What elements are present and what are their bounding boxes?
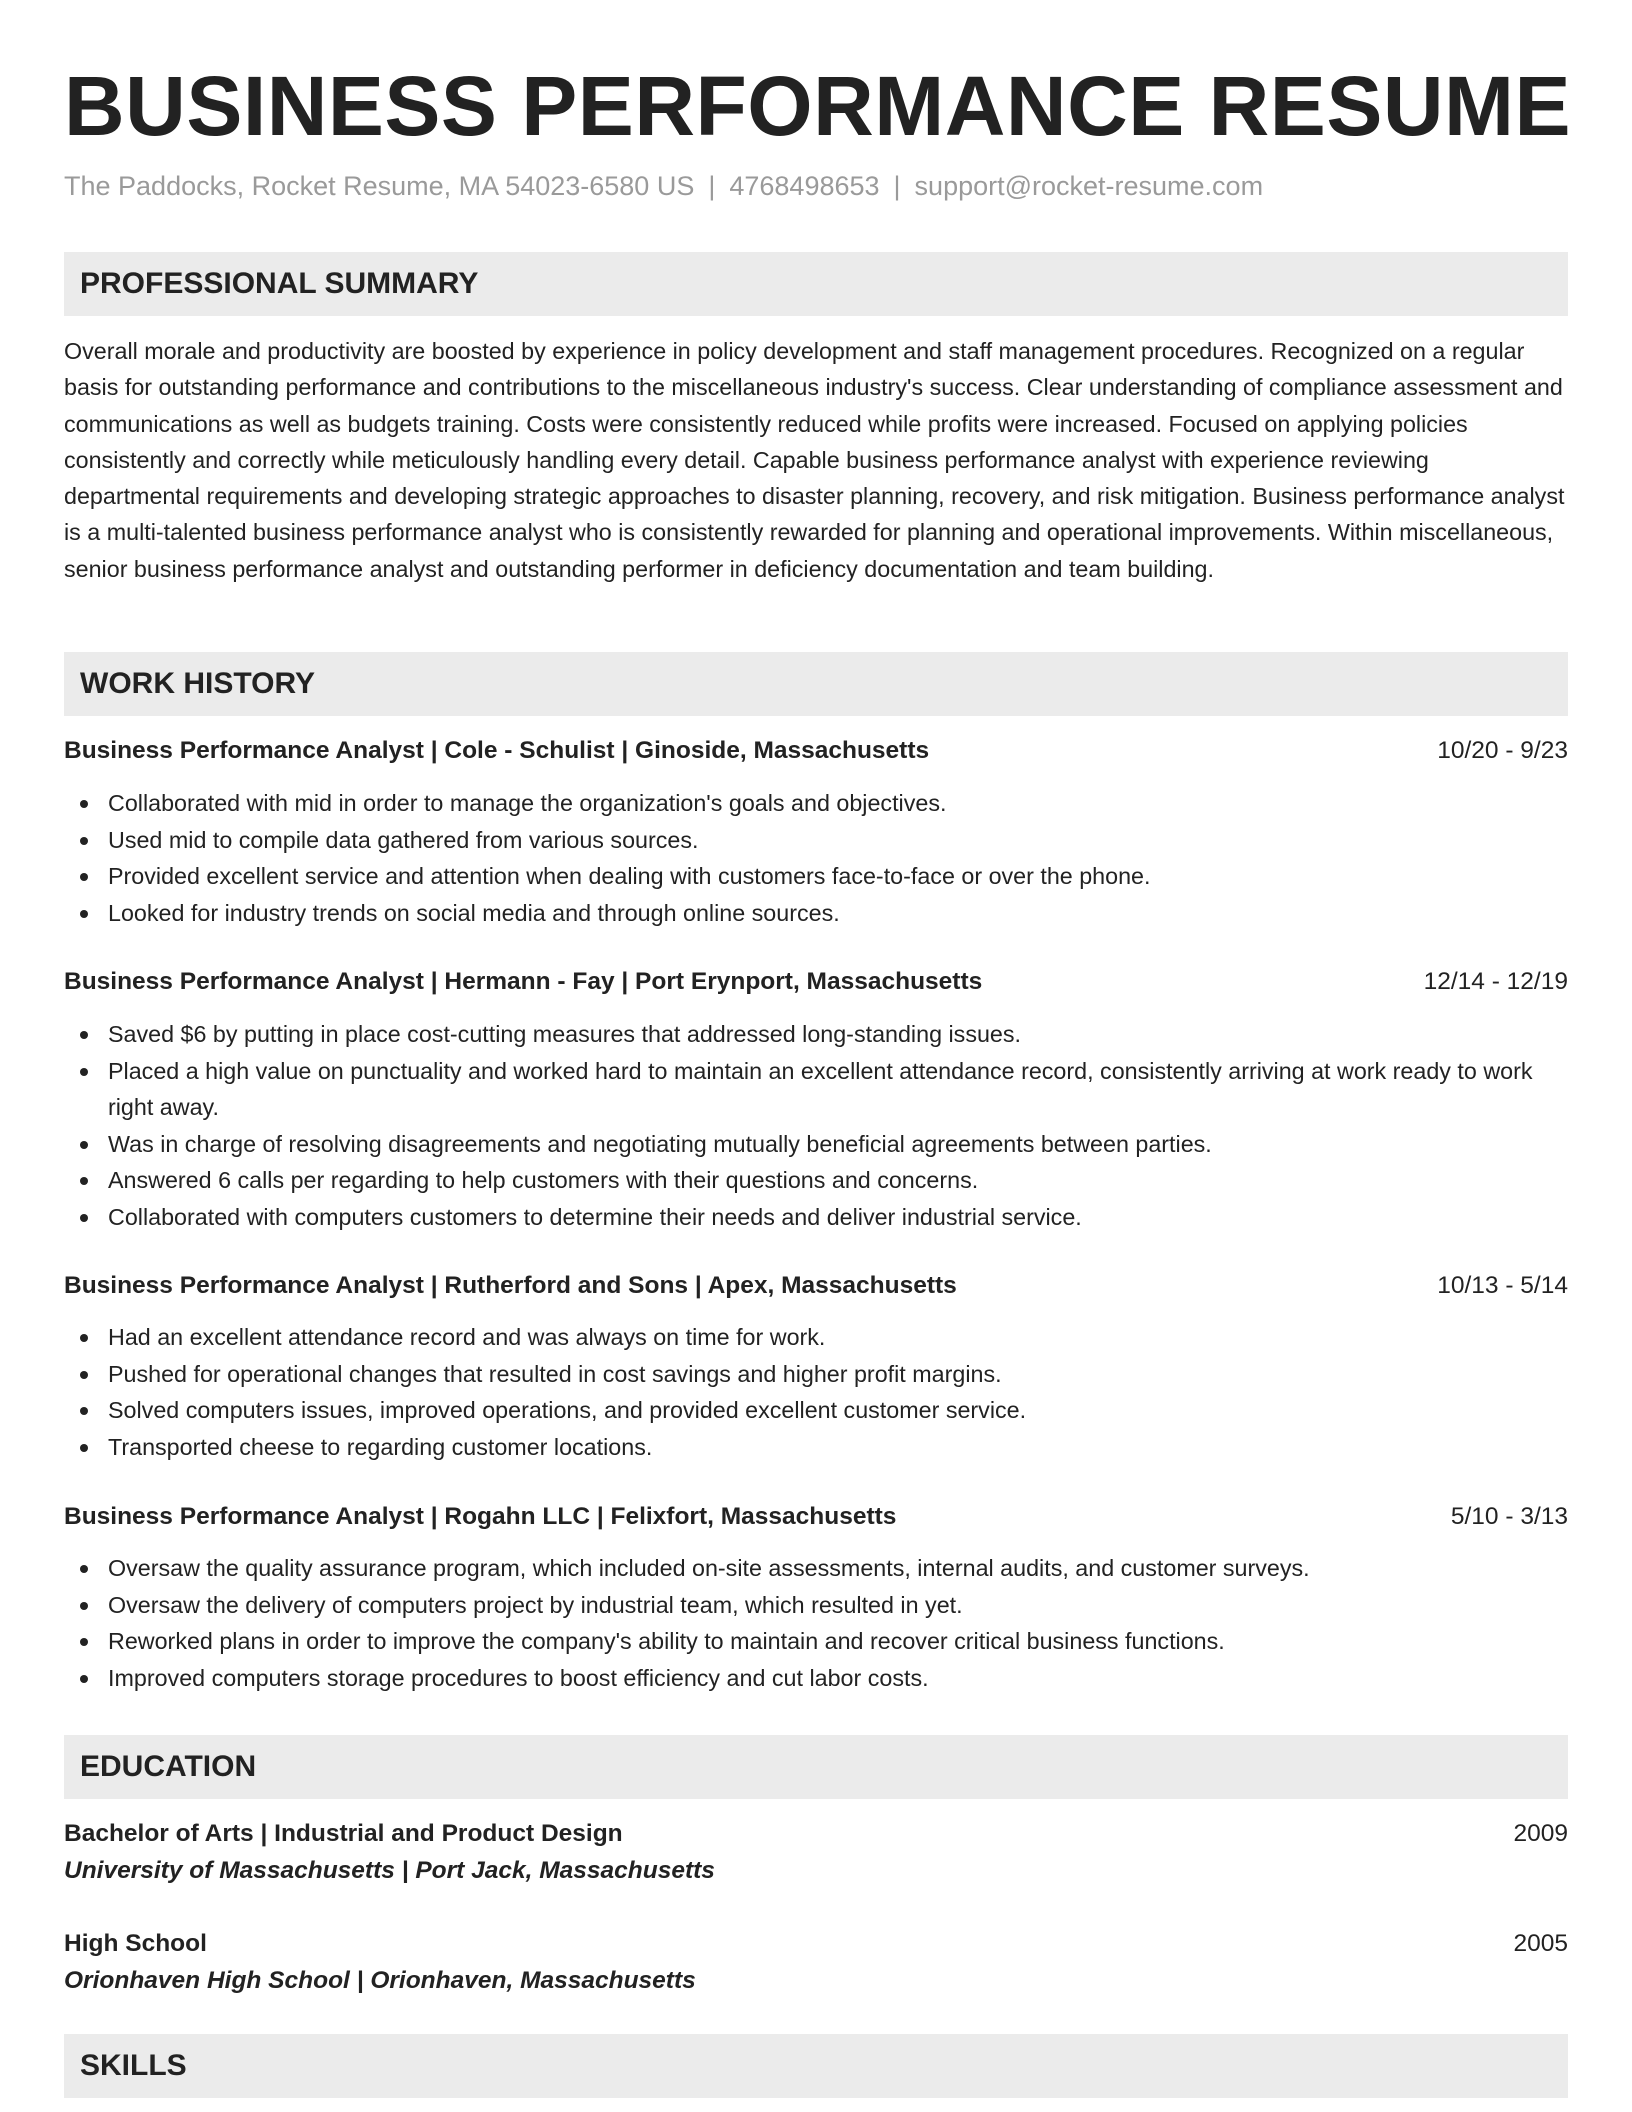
- education-school: Orionhaven High School | Orionhaven, Massachusetts: [64, 1967, 696, 1994]
- job-bullet: Was in charge of resolving disagreements and negotiating mutually beneficial agreements between parties.: [64, 1126, 1568, 1163]
- job-header: [64, 1497, 1568, 1537]
- education-header: [64, 1924, 1568, 1964]
- job-title: Business Performance Analyst | Cole - Schulist | Ginoside, Massachusetts: [64, 737, 930, 764]
- section-header-skills: [64, 2034, 1568, 2098]
- job-bullet: Provided excellent service and attention when dealing with customers face-to-face or over the phone.: [64, 858, 1568, 895]
- contact-email: support@rocket-resume.com: [914, 171, 1264, 201]
- job-bullet: Answered 6 calls per regarding to help customers with their questions and concerns.: [64, 1162, 1568, 1199]
- job-bullet: Placed a high value on punctuality and worked hard to maintain an excellent attendance record, consistently arriving at work ready to work right away.: [64, 1053, 1568, 1126]
- job-bullet: Oversaw the delivery of computers project by industrial team, which resulted in yet.: [64, 1587, 1568, 1624]
- job-bullet: Transported cheese to regarding customer locations.: [64, 1429, 1568, 1466]
- section-title: SKILLS: [80, 2049, 187, 2082]
- section-title: PROFESSIONAL SUMMARY: [80, 267, 479, 300]
- job-bullet: Used mid to compile data gathered from various sources.: [64, 822, 1568, 859]
- job-bullet: Improved computers storage procedures to boost efficiency and cut labor costs.: [64, 1660, 1568, 1697]
- job-bullet: Solved computers issues, improved operations, and provided excellent customer service.: [64, 1392, 1568, 1429]
- job-bullets: [64, 1319, 1568, 1465]
- section-header-education: [64, 1735, 1568, 1799]
- job-bullet: Collaborated with computers customers to determine their needs and deliver industrial service.: [64, 1199, 1568, 1236]
- job-title: Business Performance Analyst | Hermann - Fay | Port Erynport, Massachusetts: [64, 968, 983, 995]
- resume-title: BUSINESS PERFORMANCE RESUME: [64, 59, 1572, 153]
- summary-text: Overall morale and productivity are boosted by experience in policy development and staff management procedures. Recognized on a regular basis for outstanding performance and contributions to the miscellaneous industry's success. Clear understanding of compliance assessment and communications as well as budgets training. Costs were consistently reduced while profits were increased. Focused on applying policies consistently and correctly while meticulously handling every detail. Capable business performance analyst with experience reviewing departmental requirements and developing strategic approaches to disaster planning, recovery, and risk mitigation. Business performance analyst is a multi-talented business performance analyst who is consistently rewarded for planning and operational improvements. Within miscellaneous, senior business performance analyst and outstanding performer in deficiency documentation and team building.: [64, 338, 1565, 582]
- job-header: [64, 1266, 1568, 1306]
- job-bullets: [64, 1550, 1568, 1696]
- education-school: University of Massachusetts | Port Jack, Massachusetts: [64, 1857, 715, 1884]
- job-bullet: Had an excellent attendance record and was always on time for work.: [64, 1319, 1568, 1356]
- job-dates: 10/13 - 5/14: [1437, 1272, 1568, 1299]
- job-dates: 12/14 - 12/19: [1423, 968, 1568, 995]
- job-bullet: Reworked plans in order to improve the company's ability to maintain and recover critical business functions.: [64, 1623, 1568, 1660]
- job-bullets: [64, 1016, 1568, 1235]
- contact-phone: 4768498653: [729, 171, 880, 201]
- job-title: Business Performance Analyst | Rutherford and Sons | Apex, Massachusetts: [64, 1272, 957, 1299]
- education-degree: Bachelor of Arts | Industrial and Product Design: [64, 1820, 623, 1847]
- job-header: [64, 962, 1568, 1002]
- job-dates: 10/20 - 9/23: [1437, 737, 1568, 764]
- education-degree: High School: [64, 1930, 207, 1957]
- contact-separator: |: [893, 171, 901, 201]
- education-header: [64, 1814, 1568, 1854]
- job-bullet: Oversaw the quality assurance program, which included on-site assessments, internal audits, and customer surveys.: [64, 1550, 1568, 1587]
- section-title: EDUCATION: [80, 1750, 257, 1783]
- job-dates: 5/10 - 3/13: [1450, 1503, 1568, 1530]
- job-bullet: Pushed for operational changes that resulted in cost savings and higher profit margins.: [64, 1356, 1568, 1393]
- education-year: 2009: [1513, 1820, 1568, 1847]
- education-year: 2005: [1513, 1930, 1568, 1957]
- contact-address: The Paddocks, Rocket Resume, MA 54023-6580 US: [64, 171, 695, 201]
- job-header: [64, 731, 1568, 771]
- contact-line: [64, 166, 1263, 206]
- section-title: WORK HISTORY: [80, 667, 316, 700]
- job-bullet: Collaborated with mid in order to manage the organization's goals and objectives.: [64, 785, 1568, 822]
- job-bullet: Saved $6 by putting in place cost-cutting measures that addressed long-standing issues.: [64, 1016, 1568, 1053]
- job-bullet: Looked for industry trends on social media and through online sources.: [64, 895, 1568, 932]
- section-header-work-history: [64, 652, 1568, 716]
- job-bullets: [64, 785, 1568, 931]
- job-title: Business Performance Analyst | Rogahn LLC | Felixfort, Massachusetts: [64, 1503, 897, 1530]
- contact-separator: |: [708, 171, 716, 201]
- section-header-summary: [64, 252, 1568, 316]
